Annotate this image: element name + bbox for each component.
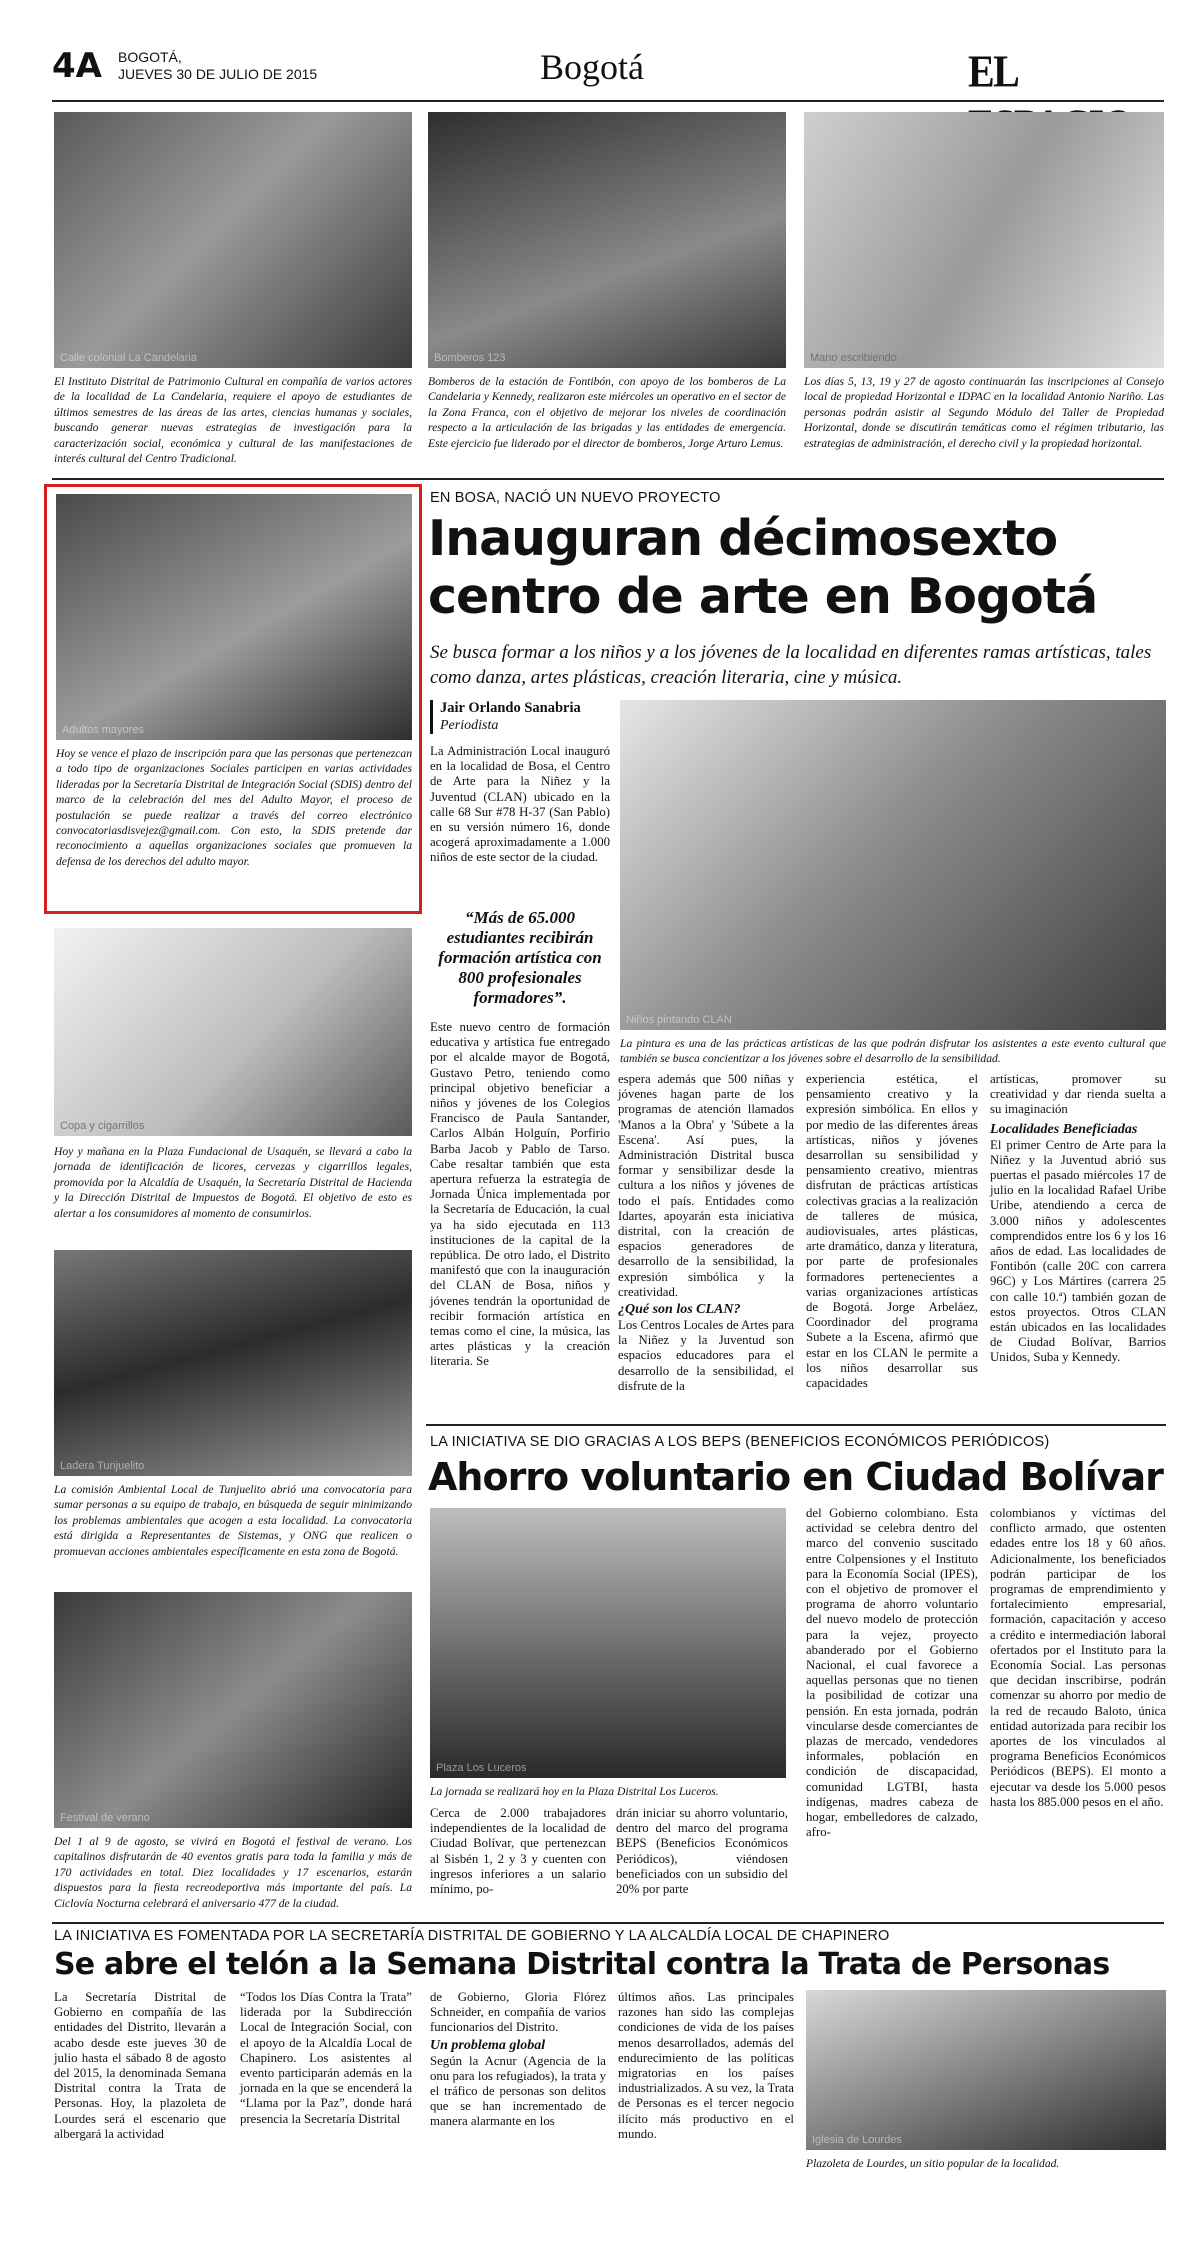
article1-byline-role: Periodista [440, 718, 499, 733]
article2-col1: Cerca de 2.000 trabajadores independientes de la localidad de Ciudad Bolívar, que pertenezcan al Sisbén 1, 2 y 3 y cuenten con ingresos inferiores a un salario mínimo, po- [430, 1806, 606, 1897]
article1-byline: Jair Orlando Sanabria [440, 700, 581, 716]
article2-col2: drán iniciar su ahorro voluntario, dentro del marco del programa BEPS (Beneficios Económicos Periódicos), viéndosen beneficiados con un subsidio del 20% por parte [616, 1806, 788, 1897]
article2-col4: colombianos y víctimas del conflicto armado, que ostenten edades entre los 18 y 60 años. Adicionalmente, los beneficiados podrán participar de los programas de emprendimiento y fortalecimiento empresarial, formación, capacitación y acceso a crédito e intermediación laboral ofertados por el Instituto para la Economía Social. Las personas que decidan inscribirse, podrán comenzar su ahorro por medio de la red de recaudo Baloto, única entidad autorizada para recibir los aportes de los vinculados al programa Beneficios Económicos Periódicos (BEPS). El monto a ejecutar va desde los 5.000 pesos hasta los 885.000 pesos en el año. [990, 1506, 1166, 1809]
header-city: BOGOTÁ, [118, 49, 182, 65]
top-section-rule [52, 478, 1164, 480]
article1-col2-text-a: espera además que 500 niñas y jóvenes hagan parte de los programas de atención llamados 'Manos a la Obra' y 'Súbete a la Escena'. Así pues, la Administración Distrital busca formar y sensibilizar desde la cultura a los niños y jóvenes de todo el país. Entidades como Idartes, apoyarán esta iniciativa distrital, con la creación de espacios generadores de desarrollo de la sensibilidad, la expresión simbólica y la creatividad. [618, 1072, 794, 1299]
article1-lead: La Administración Local inauguró en la localidad de Bosa, el Centro de Arte para la Niñez y la Juventud (CLAN) ubicado en la calle 68 Sur #78 H-37 (San Pablo) en su versión número 16, donde acogerá aproximadamente a 1.000 niños de este sector de la ciudad. [430, 744, 610, 865]
article1-col3: experiencia estética, el pensamiento creativo y la expresión simbólica. En ellos y por medio de las diferentes áreas artísticas, niños y jóvenes desarrollan su sensibilidad y pensamiento creativo, mientras disfrutan de prácticas artísticas colectivas gracias a la realización de talleres de música, audiovisuales, artes plásticas, arte dramático, danza y literatura, por parte de profesionales formadores pertenecientes a varias organizaciones artísticas de Bogotá. Jorge Arbeláez, Coordinador del programa Subete a la Escena, afirmó que estar en los CLAN le permite a los niños desarrollar sus capacidades [806, 1072, 978, 1391]
photo-lourdes: Iglesia de Lourdes [806, 1990, 1166, 2150]
caption-tunjuelito: La comisión Ambiental Local de Tunjuelito abrió una convocatoria para sumar personas a su equipo de trabajo, en búsqueda de seguir minimizando los problemas ambientales que acogen a esta localidad. La convocatoria está dirigida a Representantes de Sistemas, y ONG que realicen o promuevan acciones ambientales específicamente en esta zona de Bogotá. [54, 1483, 412, 1558]
article3-col1: La Secretaría Distrital de Gobierno en compañía de las entidades del Distrito, llevarán a acabo desde este jueves 30 de julio hasta el sábado 8 de agosto del 2015, la denominada Semana Distrital contra la Trata de Personas. Hoy, la plazoleta de Lourdes será el escenario que albergará la actividad [54, 1990, 226, 2141]
article1-col2-text-b: Los Centros Locales de Artes para la Niñez y la Juventud son espacios educadores para el desarrollo de la sensibilidad, el disfrute de la [618, 1318, 794, 1393]
article3-headline: Se abre el telón a la Semana Distrital contra la Trata de Personas [54, 1947, 1110, 1982]
article3-col2: “Todos los Días Contra la Trata” liderada por la Subdirección Local de Integración Social, con el apoyo de la Alcaldía Local de Chapinero. Los asistentes al evento participarán además en la jornada en la que se encenderá la “Llama por la Paz”, donde hará presencia la Secretaría Distrital [240, 1990, 412, 2126]
article3-subhead-problema: Un problema global [430, 2037, 546, 2053]
masthead: EL [968, 45, 1017, 97]
article3-kicker: LA INICIATIVA ES FOMENTADA POR LA SECRETARÍA DISTRITAL DE GOBIERNO Y LA ALCALDÍA LOCAL DE CHAPINERO [54, 1928, 890, 1944]
header-rule [52, 100, 1164, 102]
article1-kicker: EN BOSA, NACIÓ UN NUEVO PROYECTO [430, 490, 721, 506]
article1-col4-text-a: artísticas, promover su creatividad y dar rienda suelta a su imaginación [990, 1072, 1166, 1117]
article3-col4: últimos años. Las principales razones han sido las complejas condiciones de vida de los países menos desarrollados, además del endurecimiento de las políticas migratorias en los países industrializados. A su vez, la Trata de Personas es el tercer negocio ilícito más productivo en el mundo. [618, 1990, 794, 2141]
article3-photo-caption: Plazoleta de Lourdes, un sitio popular de la localidad. [806, 2157, 1060, 2170]
article1-col2 [618, 1072, 794, 1394]
article1-headline-line1: Inauguran décimosexto [428, 510, 1058, 567]
article1-photo-caption: La pintura es una de las prácticas artísticas de las que podrán disfrutar los asistentes a este evento cultural que también se busca concientizar a los jóvenes sobre el desarrollo de la sensibilidad. [620, 1037, 1166, 1066]
photo-clan: Niños pintando CLAN [620, 700, 1166, 1030]
photo-bomberos: Bomberos 123 [428, 112, 786, 368]
photo-adulto-mayor: Adultos mayores [56, 494, 412, 740]
header-date: JUEVES 30 DE JULIO DE 2015 [118, 66, 318, 82]
article1-subhead-clan: ¿Qué son los CLAN? [618, 1302, 741, 1318]
article1-headline-line2: centro de arte en Bogotá [428, 568, 1098, 625]
article3-col3-text-a: de Gobierno, Gloria Flórez Schneider, en compañía de varios funcionarios del Distrito. [430, 1990, 606, 2035]
article1-col1: Este nuevo centro de formación educativa y artística fue entregado por el alcalde mayor de Bogotá, Gustavo Petro, teniendo como principal objetivo beneficiar a niños y jóvenes de los Colegios Francisco de Paula Santander, Carlos Albán Holguín, Porfirio Barba Jacob y Pablo de Tarso. Cabe resaltar también que esta apertura refuerza la estrategia de Jornada Única implementada por la Secretaría de Educación, la cual ya ha sido ejecutada en 113 instituciones de la capital de la república. De otro lado, el Distrito manifestó que con la inauguración del CLAN de Bosa, niños y jóvenes tendrán la oportunidad de recibir formación artística en temas como el cine, la música, las artes plásticas y la creación literaria. Se [430, 1020, 610, 1369]
article1-subhead-localidades: Localidades Beneficiadas [990, 1121, 1138, 1137]
article1-deck: Se busca formar a los niños y a los jóvenes de la localidad en diferentes ramas artísticas, tales como danza, artes plásticas, creación literaria, cine y música. [430, 642, 1152, 688]
photo-licores: Copa y cigarrillos [54, 928, 412, 1136]
article1-col4 [990, 1072, 1166, 1366]
photo-festival: Festival de verano [54, 1592, 412, 1828]
page-number: 4A [52, 46, 102, 86]
article1-byline-bar [430, 700, 433, 734]
caption-adulto-mayor: Hoy se vence el plazo de inscripción para que las personas que pertenezcan a todo tipo de organizaciones Sociales participen en varias actividades lideradas por la Secretaría Distrital de Integración Social (SDIS) dentro del marco de la celebración del mes del Adulto Mayor, el proceso de postulación se puede realizar a través del correo electrónico convocatoriasdisvejez@gmail.com. Con esto, la SDIS pretende dar reconocimiento a aquellas organizaciones sociales que promueven la defensa de los derechos del adulto mayor. [56, 747, 412, 868]
article1-bottom-rule [426, 1424, 1166, 1426]
photo-escritura: Mano escribiendo [804, 112, 1164, 368]
caption-propiedad-horizontal: Los días 5, 13, 19 y 27 de agosto continuarán las inscripciones al Consejo local de propiedad Horizontal e IDPAC en la localidad Antonio Nariño. Las personas podrán asistir al Segundo Módulo del Taller de Propiedad Horizontal, donde se discutirán temáticas como el régimen tributario, las estrategias de administración, el derecho civil y la propiedad horizontal. [804, 375, 1164, 450]
photo-candelaria: Calle colonial La Candelaria [54, 112, 412, 368]
article2-photo-caption: La jornada se realizará hoy en la Plaza Distrital Los Luceros. [430, 1785, 719, 1798]
photo-tunjuelito: Ladera Tunjuelito [54, 1250, 412, 1476]
section-title: Bogotá [540, 47, 644, 87]
photo-luceros: Plaza Los Luceros [430, 1508, 786, 1778]
caption-candelaria: El Instituto Distrital de Patrimonio Cultural en compañía de varios actores de la localidad de La Candelaria, requiere el apoyo de estudiantes de últimos semestres de las áreas de las artes, ciencias humanas y sociales, buscando generar nuevas estrategias de investigación para la caracterización social, económica y cultural de las manifestaciones de interés cultural del Centro Tradicional. [54, 375, 412, 466]
article2-headline: Ahorro voluntario en Ciudad Bolívar [428, 1455, 1163, 1499]
article2-bottom-rule [52, 1922, 1164, 1924]
article2-col3: del Gobierno colombiano. Esta actividad se celebra dentro del marco del convenio suscitado entre Colpensiones y el Instituto para la Economía Social (IPES), con el objetivo de promover el programa de ahorro voluntario del nuevo modelo de protección para la vejez, proyecto abanderado por el Gobierno Nacional, el cual favorece a aquellas personas que no tienen la posibilidad de cotizar una pensión. En esta jornada, podrán vincularse desde comerciantes de plazas de mercado, vendedores informales, población en condición de discapacidad, comunidad LGTBI, hasta indígenas, madres cabeza de hogar, embelledores de calzado, afro- [806, 1506, 978, 1840]
article1-col4-text-b: El primer Centro de Arte para la Niñez y la Juventud abrió sus puertas el pasado miércoles 17 de julio en la localidad Rafael Uribe Uribe, atendiendo a cerca de 3.000 niños y adolescentes comprendidos entre los 6 y los 16 años de edad. Las localidades de Fontibón (calle 20C con carrera 96C) y Los Mártires (carrera 25 con calle 10.ª) también gozan de estos proyectos. Otros CLAN están ubicados en las localidades de Ciudad Bolívar, Barrios Unidos, Suba y Kennedy. [990, 1137, 1166, 1365]
caption-festival: Del 1 al 9 de agosto, se vivirá en Bogotá el festival de verano. Los capitalinos disfrutarán de 40 eventos gratis para toda la familia y más de 170 actividades en total. Diez localidades y 17 escenarios, estarán dispuestos para la fiesta recreodeportiva más importante del país. La Ciclovía Nocturna celebrará el aniversario 477 de la ciudad. [54, 1835, 412, 1910]
article3-col3-text-b: Según la Acnur (Agencia de la onu para los refugiados), la trata y el tráfico de personas son delitos que se han incrementado de manera alarmante en los [430, 2053, 606, 2129]
article3-col3 [430, 1990, 606, 2130]
caption-licores: Hoy y mañana en la Plaza Fundacional de Usaquén, se llevará a cabo la jornada de identificación de licores, cervezas y cigarrillos legales, promovida por la Alcaldía de Usaquén, la Secretaría Distrital de Hacienda y la Dirección Distrital de Impuestos de Bogotá. El objetivo de esto es alertar a los consumidores al momento de consumirlos. [54, 1145, 412, 1220]
article1-pull-quote: “Más de 65.000 estudiantes recibirán formación artística con 800 profesionales formadores”. [438, 908, 602, 1007]
article2-kicker: LA INICIATIVA SE DIO GRACIAS A LOS BEPS (BENEFICIOS ECONÓMICOS PERIÓDICOS) [430, 1434, 1050, 1450]
caption-bomberos: Bomberos de la estación de Fontibón, con apoyo de los bomberos de La Candelaria y Kennedy, realizaron este miércoles un operativo en el sector de la Zona Franca, con el objetivo de mejorar los niveles de coordinación respecto a la articulación de las brigadas y las entidades de emergencia. Este ejercicio fue liderado por el director de bomberos, Jorge Arturo Lemus. [428, 375, 786, 450]
page-header [50, 40, 1170, 98]
